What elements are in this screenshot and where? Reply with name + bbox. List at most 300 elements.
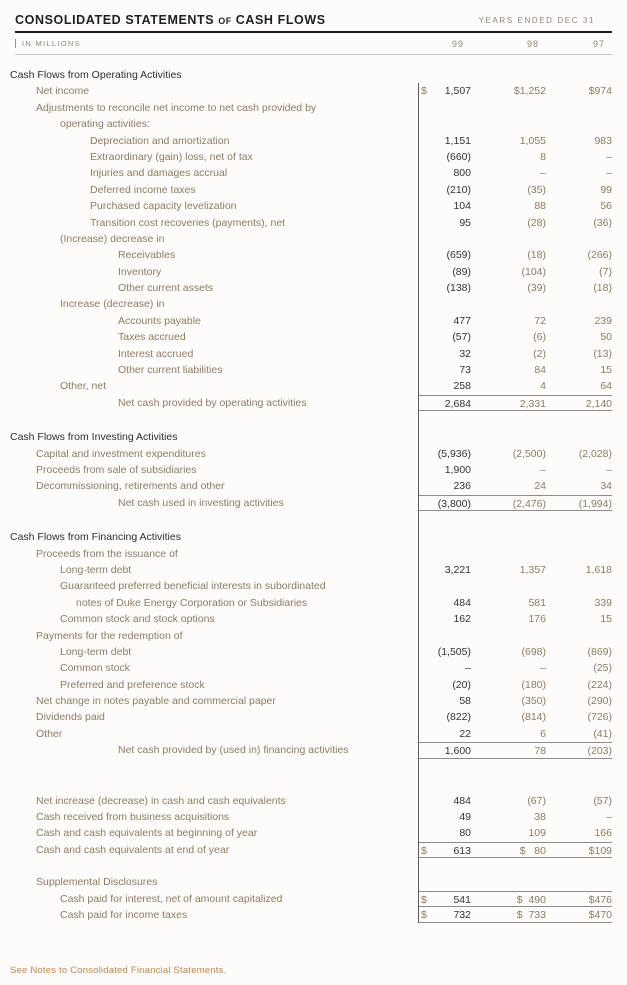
- statement-row: [0, 182, 627, 198]
- value-1999: [418, 496, 471, 510]
- row-label: Taxes accrued: [118, 331, 186, 344]
- statement-row: [0, 891, 627, 907]
- row-values: [418, 133, 612, 149]
- value-1999-amount: (3,800): [437, 497, 471, 510]
- value-1998: 78: [534, 745, 546, 758]
- value-1998: –: [540, 662, 546, 675]
- row-label: Common stock: [60, 662, 131, 675]
- value-1997: [546, 628, 612, 644]
- statement-row: [0, 478, 627, 494]
- value-1997: [546, 874, 612, 890]
- row-label: Net cash provided by operating activities: [118, 396, 307, 409]
- value-1998: (35): [527, 183, 546, 196]
- value-1999-amount: 800: [453, 167, 471, 180]
- value-1999-amount: 80: [459, 827, 471, 840]
- row-label: Supplemental Disclosures: [36, 876, 158, 889]
- row-values: [418, 546, 612, 562]
- value-1999-amount: (57): [452, 331, 471, 344]
- value-1997: 50: [600, 331, 612, 344]
- title-part-2: CASH FLOWS: [235, 13, 326, 27]
- value-1999: [418, 462, 471, 478]
- row-label: Cash and cash equivalents at end of year: [36, 843, 230, 856]
- col-header-98: 98: [526, 38, 539, 49]
- value-1999: [418, 478, 471, 494]
- value-1999: [418, 611, 471, 627]
- value-1999: [418, 907, 471, 922]
- statement-row: [0, 628, 627, 644]
- row-label: Injuries and damages accrual: [90, 167, 228, 180]
- row-values: [418, 611, 612, 627]
- value-1998: (2,500): [512, 447, 546, 460]
- value-1999: [418, 693, 471, 709]
- row-label: (Increase) decrease in: [60, 232, 165, 245]
- value-1999-amount: 58: [459, 695, 471, 708]
- value-1997: –: [606, 150, 612, 163]
- value-1999: [418, 362, 471, 378]
- row-label: Adjustments to reconcile net income to net cash provided by: [36, 101, 317, 114]
- value-1998: (104): [521, 265, 546, 278]
- statement-row: [0, 116, 627, 132]
- value-1999-amount: 22: [459, 727, 471, 740]
- statement-row: [0, 296, 627, 312]
- value-1999: [418, 264, 471, 280]
- row-label: Interest accrued: [118, 347, 194, 360]
- row-values: [418, 891, 612, 907]
- row-values: [418, 907, 612, 923]
- value-1999: [418, 231, 471, 247]
- value-1999-amount: 95: [459, 216, 471, 229]
- value-1999: [418, 378, 471, 394]
- statement-row: [0, 165, 627, 181]
- value-1999-amount: (659): [446, 249, 471, 262]
- row-values: [418, 395, 612, 411]
- value-1997: (290): [587, 695, 612, 708]
- footnote: See Notes to Consolidated Financial Statements.: [10, 965, 227, 976]
- value-1999-amount: (660): [446, 150, 471, 163]
- value-1998: (18): [527, 249, 546, 262]
- value-1999: [418, 133, 471, 149]
- statement-row: [0, 264, 627, 280]
- statement-row: [0, 215, 627, 231]
- section-header-row: [0, 429, 627, 445]
- row-values: [418, 198, 612, 214]
- row-label: Cash and cash equivalents at beginning of year: [36, 827, 258, 840]
- value-1998: $1,252: [513, 85, 546, 98]
- value-1997: $974: [588, 85, 612, 98]
- value-1997: –: [606, 463, 612, 476]
- value-1999: [418, 247, 471, 263]
- value-1999-amount: (138): [446, 282, 471, 295]
- row-values: [418, 378, 612, 394]
- value-1999-amount: (5,936): [437, 447, 471, 460]
- col-header-97: 97: [592, 38, 605, 49]
- value-1999: [418, 726, 471, 742]
- row-values: [418, 67, 612, 83]
- value-1999: [418, 215, 471, 231]
- statement-row: [0, 462, 627, 478]
- statement-header: [0, 0, 627, 55]
- value-1999: [418, 677, 471, 693]
- row-values: [418, 495, 612, 511]
- row-values: [418, 478, 612, 494]
- statement-row: [0, 133, 627, 149]
- value-1997: $109: [588, 844, 612, 857]
- value-1999: [418, 546, 471, 562]
- value-1999: [418, 578, 471, 594]
- value-1997: 64: [600, 380, 612, 393]
- value-1997: (203): [587, 745, 612, 758]
- value-1999: [418, 892, 471, 906]
- statement-row: [0, 742, 627, 758]
- row-label: Decommissioning, retirements and other: [36, 480, 225, 493]
- row-label: Other current assets: [118, 282, 214, 295]
- value-1999-amount: 541: [453, 893, 471, 906]
- value-1998: (39): [527, 282, 546, 295]
- years-ended-label: YEARS ENDED DEC 31: [478, 16, 595, 25]
- column-headers: [418, 39, 612, 49]
- value-1999-amount: 2,684: [444, 397, 471, 410]
- row-values: [418, 660, 612, 676]
- row-values: [418, 165, 612, 181]
- row-values: [418, 825, 612, 841]
- row-label: Guaranteed preferred beneficial interests in subordinated: [60, 580, 326, 593]
- statement-row: [0, 149, 627, 165]
- value-1999: [418, 562, 471, 578]
- row-values: [418, 809, 612, 825]
- value-1999: [418, 529, 471, 545]
- value-1999: [418, 825, 471, 841]
- row-label: Long-term debt: [60, 563, 132, 576]
- value-1998: $ 733: [516, 908, 546, 921]
- row-values: [418, 149, 612, 165]
- dollar-sign: $: [421, 908, 427, 921]
- row-values: [418, 644, 612, 660]
- value-1999: [418, 116, 471, 132]
- row-label: Cash Flows from Investing Activities: [10, 431, 178, 444]
- row-label: Other: [36, 727, 63, 740]
- row-label: Common stock and stock options: [60, 613, 215, 626]
- value-1997: [546, 231, 612, 247]
- value-1999-amount: (210): [446, 183, 471, 196]
- value-1997: –: [606, 811, 612, 824]
- value-1998: [471, 546, 546, 562]
- statement-row: [0, 247, 627, 263]
- statement-row: [0, 100, 627, 116]
- statement-row: [0, 495, 627, 511]
- value-1997: (1,994): [578, 497, 612, 510]
- value-1997: [546, 529, 612, 545]
- value-1997: (726): [587, 711, 612, 724]
- row-values: [418, 362, 612, 378]
- statement-body: [0, 55, 627, 923]
- row-values: [418, 462, 612, 478]
- value-1999-amount: 484: [453, 794, 471, 807]
- value-1998: (350): [521, 695, 546, 708]
- row-values: [418, 296, 612, 312]
- row-values: [418, 100, 612, 116]
- value-1999-amount: –: [465, 662, 471, 675]
- value-1998: (2): [533, 347, 546, 360]
- value-1999: [418, 67, 471, 83]
- value-1999-amount: 484: [453, 596, 471, 609]
- value-1999-amount: 1,507: [444, 85, 471, 98]
- statement-row: [0, 842, 627, 858]
- value-1999: [418, 313, 471, 329]
- value-1997: 15: [600, 364, 612, 377]
- statement-row: [0, 446, 627, 462]
- value-1998: [471, 529, 546, 545]
- value-1997: 15: [600, 613, 612, 626]
- row-values: [418, 842, 612, 858]
- value-1999: [418, 429, 471, 445]
- statement-row: [0, 874, 627, 890]
- value-1998: 84: [534, 364, 546, 377]
- row-values: [418, 742, 612, 758]
- value-1999: [418, 280, 471, 296]
- row-label: Long-term debt: [60, 645, 132, 658]
- value-1999: [418, 346, 471, 362]
- value-1999-amount: 3,221: [444, 563, 471, 576]
- statement-row: [0, 825, 627, 841]
- value-1998: [471, 100, 546, 116]
- row-values: [418, 726, 612, 742]
- value-1998: [471, 231, 546, 247]
- row-values: [418, 874, 612, 890]
- value-1999-amount: 162: [453, 613, 471, 626]
- row-label: Accounts payable: [118, 314, 201, 327]
- value-1997: [546, 67, 612, 83]
- row-label: Other current liabilities: [118, 364, 223, 377]
- row-label: Depreciation and amortization: [90, 134, 230, 147]
- value-1998: 4: [540, 380, 546, 393]
- value-1998: [471, 67, 546, 83]
- value-1999-amount: 258: [453, 380, 471, 393]
- value-1999: [418, 809, 471, 825]
- row-label: operating activities:: [60, 118, 150, 131]
- row-label: Payments for the redemption of: [36, 629, 183, 642]
- row-values: [418, 578, 612, 594]
- value-1999: [418, 296, 471, 312]
- value-1999: [418, 628, 471, 644]
- value-1997: –: [606, 167, 612, 180]
- row-values: [418, 529, 612, 545]
- row-label: Net cash used in investing activities: [118, 496, 284, 509]
- row-label: Transition cost recoveries (payments), net: [90, 216, 286, 229]
- row-label: Cash received from business acquisitions: [36, 811, 230, 824]
- value-1999-amount: (20): [452, 678, 471, 691]
- dollar-sign: $: [421, 85, 427, 98]
- value-1997: (13): [593, 347, 612, 360]
- value-1997: (25): [593, 662, 612, 675]
- row-values: [418, 446, 612, 462]
- value-1997: $476: [588, 893, 612, 906]
- page-title: [15, 13, 326, 27]
- section-header-row: [0, 67, 627, 83]
- value-1997: (869): [587, 645, 612, 658]
- statement-row: [0, 231, 627, 247]
- row-values: [418, 83, 612, 99]
- value-1997: (2,028): [578, 447, 612, 460]
- row-label: Net cash provided by (used in) financing activities: [118, 744, 349, 757]
- section-gap: [0, 511, 627, 529]
- value-1998: (28): [527, 216, 546, 229]
- row-label: Proceeds from the issuance of: [36, 547, 178, 560]
- statement-row: [0, 709, 627, 725]
- value-1998: 88: [534, 200, 546, 213]
- column-header-row: [15, 33, 612, 54]
- statement-row: [0, 726, 627, 742]
- value-1997: 34: [600, 480, 612, 493]
- row-values: [418, 628, 612, 644]
- statement-row: [0, 907, 627, 923]
- statement-row: [0, 562, 627, 578]
- value-1999: [418, 83, 471, 99]
- row-label: Purchased capacity levelization: [90, 200, 237, 213]
- value-1997: [546, 429, 612, 445]
- value-1997: 166: [594, 827, 612, 840]
- value-1998: [471, 296, 546, 312]
- value-1997: $470: [588, 908, 612, 921]
- value-1999-amount: 73: [459, 364, 471, 377]
- units-label: IN MILLIONS: [15, 39, 81, 48]
- value-1999-amount: 32: [459, 347, 471, 360]
- value-1999: [418, 182, 471, 198]
- statement-row: [0, 578, 627, 594]
- value-1999: [418, 329, 471, 345]
- row-label: Deferred income taxes: [90, 183, 196, 196]
- dollar-sign: $: [421, 844, 427, 857]
- row-label: Net income: [36, 85, 90, 98]
- value-1998: [471, 578, 546, 594]
- title-row: [15, 13, 612, 27]
- col-header-99: 99: [451, 38, 464, 49]
- value-1997: [546, 116, 612, 132]
- statement-row: [0, 644, 627, 660]
- value-1997: (7): [599, 265, 612, 278]
- section-gap: [0, 759, 627, 793]
- current-year-column-rule: [418, 83, 419, 923]
- dollar-sign: [418, 67, 421, 83]
- dollar-sign: $: [421, 893, 427, 906]
- value-1998: 2,331: [519, 397, 546, 410]
- row-label: Net change in notes payable and commercial paper: [36, 695, 276, 708]
- value-1997: [546, 578, 612, 594]
- row-label: Cash paid for income taxes: [60, 908, 188, 921]
- value-1997: (266): [587, 249, 612, 262]
- value-1998: 38: [534, 811, 546, 824]
- statement-row: [0, 329, 627, 345]
- value-1999: [418, 595, 471, 611]
- statement-row: [0, 793, 627, 809]
- row-values: [418, 264, 612, 280]
- value-1998: 581: [528, 596, 546, 609]
- statement-row: [0, 83, 627, 99]
- row-values: [418, 329, 612, 345]
- value-1999: [418, 165, 471, 181]
- row-values: [418, 280, 612, 296]
- value-1999-amount: 1,600: [444, 745, 471, 758]
- row-values: [418, 562, 612, 578]
- value-1999-amount: (822): [446, 711, 471, 724]
- row-label: Proceeds from sale of subsidiaries: [36, 463, 197, 476]
- statement-row: [0, 362, 627, 378]
- value-1999-amount: 613: [453, 844, 471, 857]
- value-1998: 109: [528, 827, 546, 840]
- section-gap: [0, 411, 627, 429]
- row-label: Increase (decrease) in: [60, 298, 165, 311]
- value-1999-amount: 1,900: [444, 463, 471, 476]
- row-values: [418, 677, 612, 693]
- row-label: Extraordinary (gain) loss, net of tax: [90, 150, 253, 163]
- value-1999: [418, 660, 471, 676]
- value-1999-amount: (1,505): [437, 645, 471, 658]
- value-1998: (180): [521, 678, 546, 691]
- value-1998: 176: [528, 613, 546, 626]
- row-label: Cash Flows from Operating Activities: [10, 69, 182, 81]
- value-1999: [418, 843, 471, 857]
- row-values: [418, 346, 612, 362]
- value-1997: [546, 100, 612, 116]
- value-1998: –: [540, 463, 546, 476]
- row-label: Net increase (decrease) in cash and cash equivalents: [36, 794, 286, 807]
- value-1999: [418, 743, 471, 757]
- value-1998: [471, 874, 546, 890]
- statement-row: [0, 611, 627, 627]
- row-label: Receivables: [118, 249, 176, 262]
- row-values: [418, 116, 612, 132]
- value-1999-amount: (89): [452, 265, 471, 278]
- row-label: Other, net: [60, 380, 107, 393]
- statement-row: [0, 809, 627, 825]
- row-values: [418, 247, 612, 263]
- row-values: [418, 595, 612, 611]
- value-1999: [418, 644, 471, 660]
- row-label: Dividends paid: [36, 711, 105, 724]
- statement-row: [0, 280, 627, 296]
- title-part-1: CONSOLIDATED STATEMENTS: [15, 13, 215, 27]
- value-1998: $ 490: [516, 893, 546, 906]
- value-1997: 99: [600, 183, 612, 196]
- value-1998: (67): [527, 794, 546, 807]
- row-values: [418, 693, 612, 709]
- value-1999-amount: 236: [453, 480, 471, 493]
- value-1997: (41): [593, 727, 612, 740]
- value-1999: [418, 709, 471, 725]
- row-values: [418, 215, 612, 231]
- value-1999-amount: 477: [453, 314, 471, 327]
- section-gap: [0, 858, 627, 874]
- row-values: [418, 429, 612, 445]
- value-1999-amount: 732: [453, 908, 471, 921]
- title-part-of: OF: [218, 16, 232, 26]
- value-1999: [418, 396, 471, 410]
- value-1998: 72: [534, 314, 546, 327]
- value-1997: [546, 546, 612, 562]
- value-1999-amount: 104: [453, 200, 471, 213]
- value-1998: (6): [533, 331, 546, 344]
- row-label: Cash Flows from Financing Activities: [10, 531, 181, 544]
- value-1999: [418, 446, 471, 462]
- value-1998: 6: [540, 727, 546, 740]
- value-1997: 239: [594, 314, 612, 327]
- value-1998: [471, 116, 546, 132]
- value-1998: $ 80: [519, 844, 546, 857]
- row-values: [418, 793, 612, 809]
- value-1997: 1,618: [585, 563, 612, 576]
- statement-row: [0, 313, 627, 329]
- statement-row: [0, 346, 627, 362]
- statement-row: [0, 378, 627, 394]
